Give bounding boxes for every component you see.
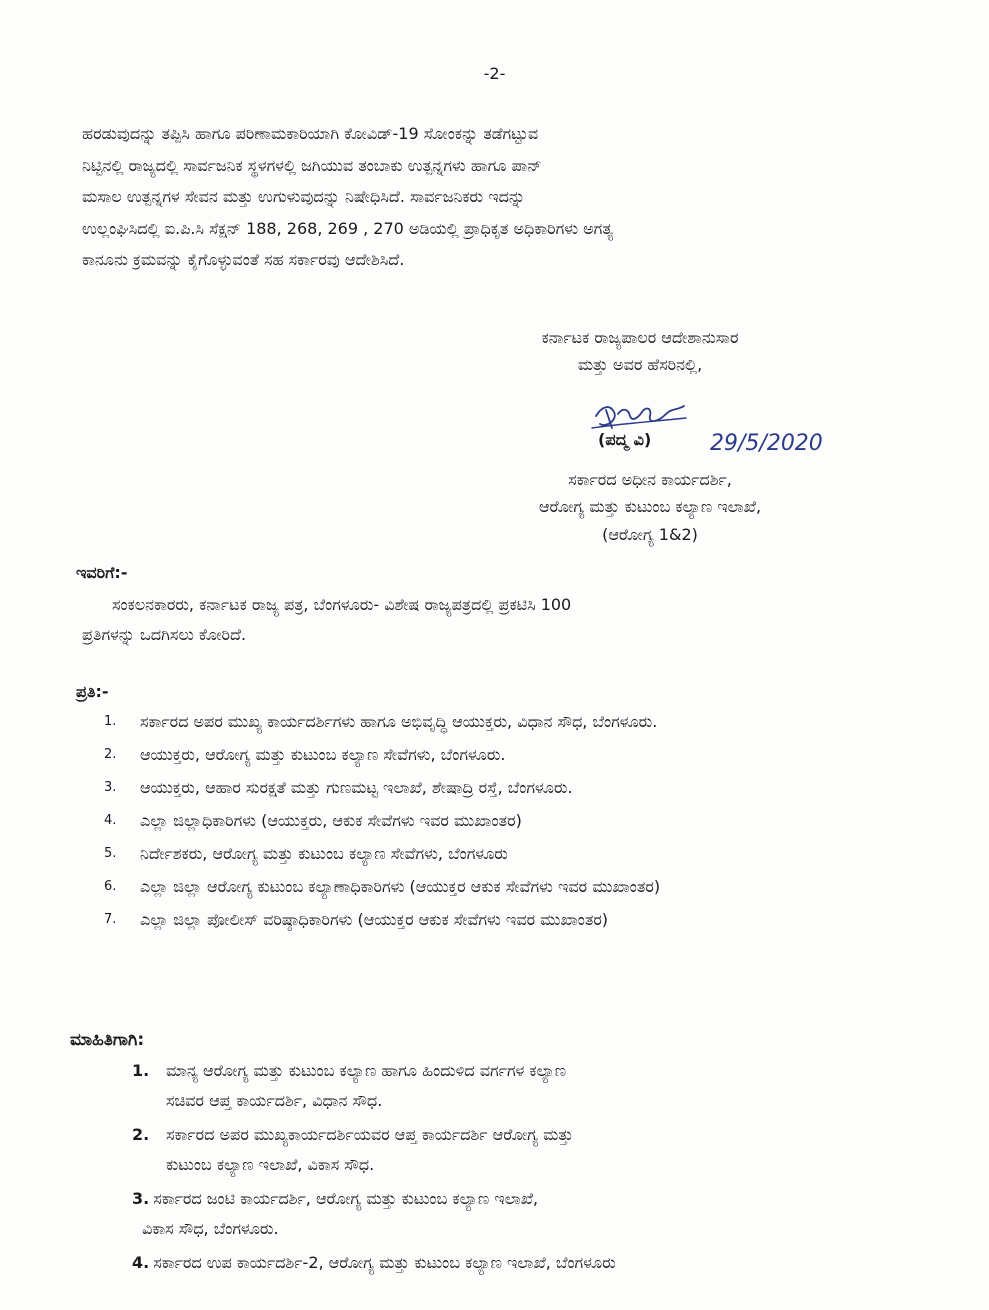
- list-text: ಎಲ್ಲಾ ಜಿಲ್ಲಾಧಿಕಾರಿಗಳು (ಆಯುಕ್ತರು, ಆಕುಕ ಸೇವೆಗಳು ಇವರ ಮುಖಾಂತರ): [140, 811, 522, 830]
- list-text-continuation: ವಿಕಾಸ ಸೌಧ, ಬೆಂಗಳೂರು.: [142, 1219, 279, 1238]
- list-text: ಸರ್ಕಾರದ ಜಂಟಿ ಕಾರ್ಯದರ್ಶಿ, ಆರೋಗ್ಯ ಮತ್ತು ಕುಟುಂಬ ಕಲ್ಯಾಣ ಇಲಾಖೆ,: [153, 1189, 539, 1208]
- list-item: [104, 873, 904, 901]
- list-number: 5.: [104, 846, 117, 861]
- list-number: 4.: [104, 813, 117, 828]
- signature-date: 29/5/2020: [710, 431, 823, 456]
- to-line: ಸಂಕಲನಕಾರರು, ಕರ್ನಾಟಕ ರಾಜ್ಯ ಪತ್ರ, ಬೆಂಗಳೂರು- ವಿಶೇಷ ರಾಜ್ಯಪತ್ರದಲ್ಲಿ ಪ್ರಕಟಿಸಿ 100: [112, 595, 572, 614]
- list-text: ನಿರ್ದೇಶಕರು, ಆರೋಗ್ಯ ಮತ್ತು ಕುಟುಂಬ ಕಲ್ಯಾಣ ಸೇವೆಗಳು, ಬೆಂಗಳೂರು: [140, 844, 508, 863]
- list-item: [104, 840, 904, 868]
- list-text: ಸರ್ಕಾರದ ಅಪರ ಮುಖ್ಯಕಾರ್ಯದರ್ಶಿಯವರ ಆಪ್ತ ಕಾರ್ಯದರ್ಶಿ ಆರೋಗ್ಯ ಮತ್ತು: [166, 1125, 574, 1144]
- paragraph-line: ಉಲ್ಲಂಘಿಸಿದಲ್ಲಿ ಐ.ಪಿ.ಸಿ ಸೆಕ್ಷನ್ 188, 268, 269 , 270 ಅಡಿಯಲ್ಲಿ ಪ್ರಾಧಿಕೃತ ಅಧಿಕಾರಿಗಳು ಅಗತ್ಯ: [82, 218, 614, 238]
- order-line: ಕರ್ನಾಟಕ ರಾಜ್ಯಪಾಲರ ಆದೇಶಾನುಸಾರ: [541, 328, 739, 347]
- list-number: 2.: [104, 747, 117, 762]
- to-heading: ಇವರಿಗೆ:-: [76, 563, 128, 582]
- signatory-name: (ಪದ್ಮ ವಿ): [598, 430, 652, 449]
- info-heading: ಮಾಹಿತಿಗಾಗಿ:: [70, 1030, 145, 1050]
- list-item: [104, 774, 904, 802]
- list-number: 6.: [104, 879, 117, 894]
- list-number: 1.: [104, 714, 117, 729]
- list-text: ಎಲ್ಲಾ ಜಿಲ್ಲಾ ಪೋಲೀಸ್ ವರಿಷ್ಠಾಧಿಕಾರಿಗಳು (ಆಯುಕ್ತರ ಆಕುಕ ಸೇವೆಗಳು ಇವರ ಮುಖಾಂತರ): [140, 910, 609, 929]
- signatory-section: (ಆರೋಗ್ಯ 1&2): [602, 525, 698, 544]
- paragraph-line: ಹರಡುವುದನ್ನು ತಪ್ಪಿಸಿ ಹಾಗೂ ಪರಿಣಾಮಕಾರಿಯಾಗಿ ಕೋವಿಡ್-19 ಸೋಂಕನ್ನು ತಡೆಗಟ್ಟುವ: [82, 124, 539, 143]
- list-text-continuation: ಸಚಿವರ ಆಪ್ತ ಕಾರ್ಯದರ್ಶಿ, ವಿಧಾನ ಸೌಧ.: [166, 1091, 383, 1110]
- list-number: 3.: [104, 780, 117, 795]
- list-text: ಆಯುಕ್ತರು, ಆಹಾರ ಸುರಕ್ಷತೆ ಮತ್ತು ಗುಣಮಟ್ಟ ಇಲಾಖೆ, ಶೇಷಾದ್ರಿ ರಸ್ತೆ, ಬೆಂಗಳೂರು.: [140, 778, 573, 797]
- list-text: ಎಲ್ಲಾ ಜಿಲ್ಲಾ ಆರೋಗ್ಯ ಕುಟುಂಬ ಕಲ್ಯಾಣಾಧಿಕಾರಿಗಳು (ಆಯುಕ್ತರ ಆಕುಕ ಸೇವೆಗಳು ಇವರ ಮುಖಾಂತರ): [140, 877, 661, 896]
- list-number: 3.: [132, 1189, 150, 1208]
- list-item: [132, 1184, 932, 1244]
- list-item: [104, 906, 904, 934]
- copy-list: [104, 708, 904, 939]
- list-text: ಸರ್ಕಾರದ ಅಪರ ಮುಖ್ಯ ಕಾರ್ಯದರ್ಶಿಗಳು ಹಾಗೂ ಅಭಿವೃದ್ಧಿ ಆಯುಕ್ತರು, ವಿಧಾನ ಸೌಧ, ಬೆಂಗಳೂರು.: [140, 712, 658, 731]
- to-line: ಪ್ರತಿಗಳನ್ನು ಒದಗಿಸಲು ಕೋರಿದೆ.: [82, 625, 247, 644]
- order-line: ಮತ್ತು ಅವರ ಹೆಸರಿನಲ್ಲಿ,: [577, 355, 703, 374]
- list-text: ಸರ್ಕಾರದ ಉಪ ಕಾರ್ಯದರ್ಶಿ-2, ಆರೋಗ್ಯ ಮತ್ತು ಕುಟುಂಬ ಕಲ್ಯಾಣ ಇಲಾಖೆ, ಬೆಂಗಳೂರು: [153, 1253, 616, 1272]
- list-number: 1.: [132, 1061, 150, 1080]
- list-item: [104, 807, 904, 835]
- body-paragraph: [82, 118, 888, 276]
- paragraph-line: ಕಾನೂನು ಕ್ರಮವನ್ನು ಕೈಗೊಳ್ಳುವಂತೆ ಸಹ ಸರ್ಕಾರವು ಆದೇಶಿಸಿದೆ.: [82, 250, 405, 269]
- copy-heading: ಪ್ರತಿ:-: [76, 682, 109, 701]
- list-item: [132, 1120, 932, 1180]
- to-recipient: [82, 590, 882, 650]
- list-text-continuation: ಕುಟುಂಬ ಕಲ್ಯಾಣ ಇಲಾಖೆ, ವಿಕಾಸ ಸೌಧ.: [166, 1155, 375, 1174]
- list-item: [104, 708, 904, 736]
- list-item: [132, 1248, 932, 1278]
- signatory-title: ಸರ್ಕಾರದ ಅಧೀನ ಕಾರ್ಯದರ್ಶಿ,: [568, 470, 732, 489]
- list-item: [104, 741, 904, 769]
- list-text: ಆಯುಕ್ತರು, ಆರೋಗ್ಯ ಮತ್ತು ಕುಟುಂಬ ಕಲ್ಯಾಣ ಸೇವೆಗಳು, ಬೆಂಗಳೂರು.: [140, 745, 506, 764]
- list-number: 7.: [104, 912, 117, 927]
- list-number: 2.: [132, 1125, 150, 1144]
- paragraph-line: ನಿಟ್ಟಿನಲ್ಲಿ ರಾಜ್ಯದಲ್ಲಿ ಸಾರ್ವಜನಿಕ ಸ್ಥಳಗಳಲ್ಲಿ ಜಗಿಯುವ ತಂಬಾಕು ಉತ್ಪನ್ನಗಳು ಹಾಗೂ ಪಾನ್: [82, 155, 542, 175]
- order-authority: [440, 324, 840, 378]
- list-number: 4.: [132, 1253, 150, 1272]
- signatory-department: ಆರೋಗ್ಯ ಮತ್ತು ಕುಟುಂಬ ಕಲ್ಯಾಣ ಇಲಾಖೆ,: [538, 497, 762, 516]
- info-list: [132, 1056, 932, 1282]
- page-number: -2-: [483, 64, 506, 83]
- list-item: [132, 1056, 932, 1116]
- paragraph-line: ಮಸಾಲ ಉತ್ಪನ್ನಗಳ ಸೇವನ ಮತ್ತು ಉಗುಳುವುದನ್ನು ನಿಷೇಧಿಸಿದೆ. ಸಾರ್ವಜನಿಕರು ಇದನ್ನು: [82, 187, 526, 206]
- list-text: ಮಾನ್ಯ ಆರೋಗ್ಯ ಮತ್ತು ಕುಟುಂಬ ಕಲ್ಯಾಣ ಹಾಗೂ ಹಿಂದುಳಿದ ವರ್ಗಗಳ ಕಲ್ಯಾಣ: [166, 1061, 567, 1080]
